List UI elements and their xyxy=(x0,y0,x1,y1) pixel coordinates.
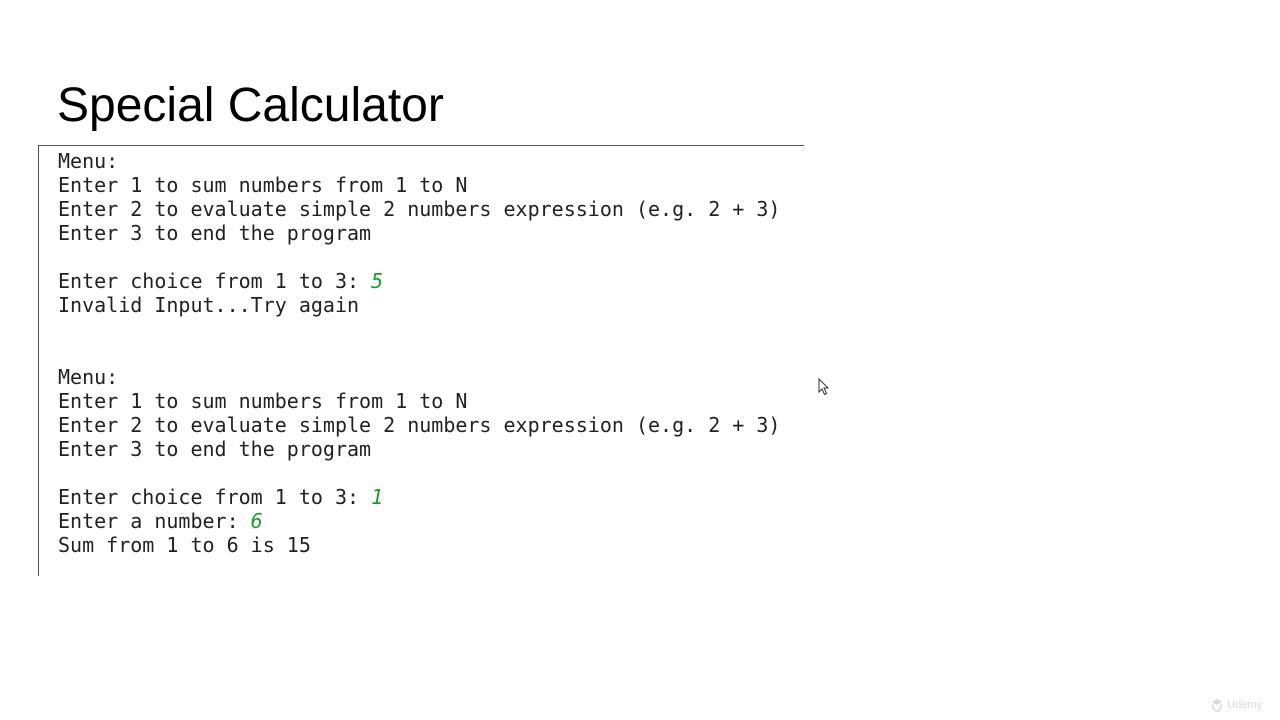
terminal-lines xyxy=(58,149,780,557)
terminal-line xyxy=(58,485,780,509)
terminal-line-text: Enter choice from 1 to 3: xyxy=(58,269,372,293)
terminal-line xyxy=(58,269,780,293)
terminal-line xyxy=(58,389,780,413)
terminal-line xyxy=(58,293,780,317)
slide-title: Special Calculator xyxy=(57,79,444,132)
terminal-line xyxy=(58,437,780,461)
terminal-line-text: Enter 3 to end the program xyxy=(58,221,372,245)
terminal-line-text: Enter choice from 1 to 3: xyxy=(58,485,372,509)
mouse-pointer-icon xyxy=(818,378,830,396)
terminal-line-text: Enter 1 to sum numbers from 1 to N xyxy=(58,173,468,197)
watermark xyxy=(1210,698,1262,712)
terminal-output xyxy=(38,145,804,576)
terminal-line xyxy=(58,533,780,557)
terminal-line xyxy=(58,149,780,173)
terminal-line xyxy=(58,173,780,197)
terminal-line xyxy=(58,509,780,533)
terminal-line xyxy=(58,341,780,365)
terminal-line xyxy=(58,413,780,437)
terminal-line-text: Invalid Input...Try again xyxy=(58,293,360,317)
terminal-line-text: Enter 3 to end the program xyxy=(58,437,372,461)
user-input-value: 1 xyxy=(371,485,384,509)
user-input-value: 6 xyxy=(250,509,263,533)
terminal-line xyxy=(58,365,780,389)
terminal-line-text: Sum from 1 to 6 is 15 xyxy=(58,533,311,557)
terminal-line-text: Enter 2 to evaluate simple 2 numbers expression (e.g. 2 + 3) xyxy=(58,413,781,437)
udemy-logo-icon xyxy=(1210,698,1224,712)
terminal-line xyxy=(58,317,780,341)
terminal-line xyxy=(58,245,780,269)
terminal-line xyxy=(58,461,780,485)
terminal-line-text: Menu: xyxy=(58,149,119,173)
terminal-line-text: Enter 1 to sum numbers from 1 to N xyxy=(58,389,468,413)
terminal-line-text: Enter a number: xyxy=(58,509,251,533)
terminal-line-text: Enter 2 to evaluate simple 2 numbers expression (e.g. 2 + 3) xyxy=(58,197,781,221)
terminal-line xyxy=(58,221,780,245)
user-input-value: 5 xyxy=(371,269,384,293)
terminal-line-text: Menu: xyxy=(58,365,119,389)
terminal-line xyxy=(58,197,780,221)
watermark-label: Udemy xyxy=(1227,699,1262,711)
